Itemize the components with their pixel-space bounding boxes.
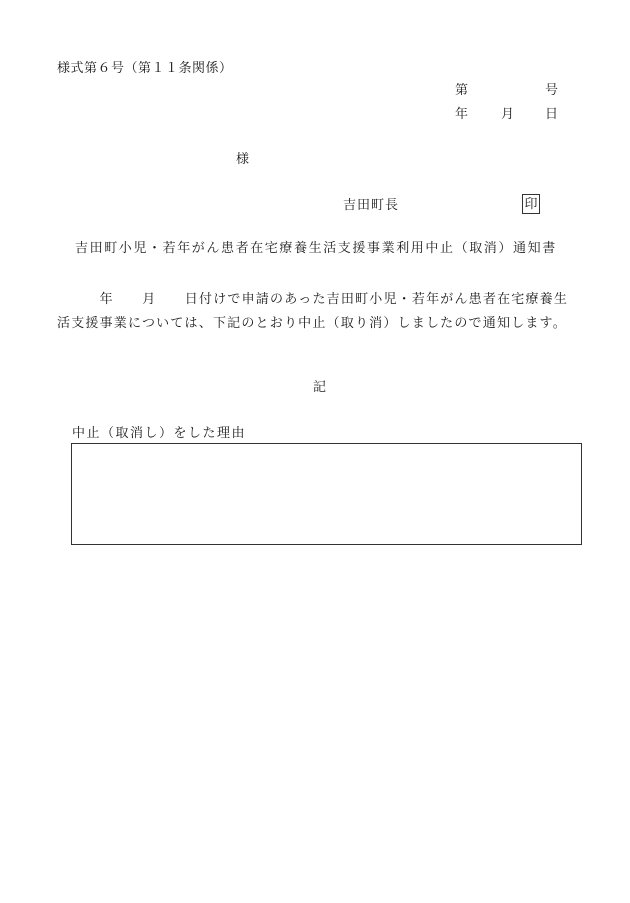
addressee-honorific: 様 — [236, 152, 250, 167]
seal-mark: 印 — [522, 194, 540, 214]
reason-label: 中止（取消し）をした理由 — [72, 426, 247, 441]
document-number-suffix: 号 — [545, 83, 559, 98]
date-year-label: 年 — [455, 107, 469, 122]
sender-name: 吉田町長 — [343, 198, 400, 213]
notice-body: 年 月 日付けで申請のあった吉田町小児・若年がん患者在宅療養生活支援事業については、下記のとおり中止（取り消）しましたので通知します。 — [57, 292, 569, 331]
date-day-label: 日 — [545, 107, 559, 122]
form-number: 様式第６号（第１１条関係） — [57, 61, 233, 76]
reason-box[interactable] — [71, 443, 582, 545]
document-title: 吉田町小児・若年がん患者在宅療養生活支援事業利用中止（取消）通知書 — [75, 241, 557, 256]
date-month-label: 月 — [501, 107, 515, 122]
ki-heading: 記 — [313, 380, 327, 395]
document-number-label: 第 — [455, 83, 469, 98]
